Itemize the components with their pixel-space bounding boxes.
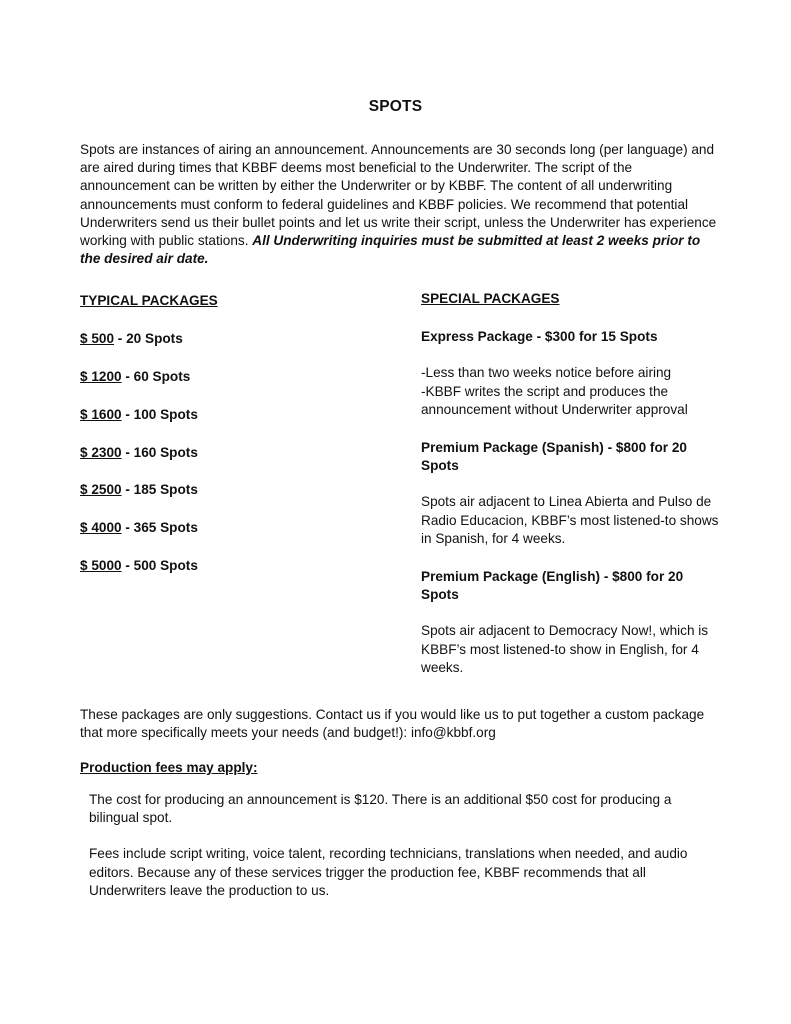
description-line: Spots air adjacent to Democracy Now!, which is KBBF’s most listened-to show in English, for 4 weeks. <box>421 623 709 675</box>
special-package-name: Premium Package (English) - $800 for 20 Spots <box>421 569 684 603</box>
special-package-name: Express Package - $300 for 15 Spots <box>421 329 658 345</box>
special-package-premium-english <box>421 568 721 677</box>
typical-packages-list <box>80 330 380 595</box>
production-fees-heading: Production fees may apply: <box>80 760 258 775</box>
special-package-name: Premium Package (Spanish) - $800 for 20 Spots <box>421 440 687 474</box>
description-line: -Less than two weeks notice before airing <box>421 365 672 381</box>
fees-paragraph: The cost for producing an announcement is $120. There is an additional $50 cost for producing a bilingual spot. <box>89 792 672 826</box>
suggestion-paragraph <box>80 706 720 742</box>
special-package-description <box>421 493 721 548</box>
special-package-description <box>421 622 721 677</box>
typical-packages-heading: TYPICAL PACKAGES <box>80 293 218 308</box>
description-line: Spots air adjacent to Linea Abierta and Pulso de Radio Educacion, KBBF’s most listened-to shows in Spanish, for 4 weeks. <box>421 494 719 546</box>
suggestion-text: These packages are only suggestions. Contact us if you would like us to put together a custom package that more specifically meets your needs (and budget!): <box>80 707 705 741</box>
package-spots: - 20 Spots <box>114 331 183 347</box>
description-line: -KBBF writes the script and produces the announcement without Underwriter approval <box>421 383 688 417</box>
typical-packages-column <box>80 292 380 595</box>
typical-package-item <box>80 406 380 444</box>
package-price: $ 2500 <box>80 482 122 498</box>
package-spots: - 185 Spots <box>121 482 198 498</box>
package-price: $ 5000 <box>80 557 122 573</box>
typical-package-item <box>80 368 380 406</box>
contact-email-link[interactable]: info@kbbf.org <box>410 725 496 741</box>
intro-emphasis: All Underwriting inquiries must be submitted at least 2 weeks prior to the desired air date. <box>80 233 701 267</box>
package-spots: - 500 Spots <box>121 557 198 573</box>
package-spots: - 100 Spots <box>121 406 198 422</box>
package-price: $ 1600 <box>80 406 122 422</box>
package-price: $ 500 <box>80 331 115 347</box>
typical-package-item <box>80 481 380 519</box>
typical-package-item <box>80 330 380 368</box>
typical-package-item <box>80 444 380 482</box>
special-package-description <box>421 364 721 419</box>
production-fees-section <box>89 791 714 918</box>
special-package-express <box>421 328 721 419</box>
package-price: $ 4000 <box>80 520 122 536</box>
intro-paragraph <box>80 141 720 268</box>
package-spots: - 160 Spots <box>121 444 198 460</box>
special-packages-heading: SPECIAL PACKAGES <box>421 291 560 306</box>
package-price: $ 1200 <box>80 369 122 384</box>
typical-package-item <box>80 557 380 595</box>
intro-text: Spots are instances of airing an announcement. Announcements are 30 seconds long (per language) and are aired during times that KBBF deems most beneficial to the Underwriter. The script of the announcement can be written by either the Underwriter or by KBBF. The content of all underwriting announcements must conform to federal guidelines and KBBF policies. We recommend that potential Underwriters send us their bullet points and let us write their script, unless the Underwriter has experience working with public stations. <box>80 142 717 249</box>
fees-paragraph: Fees include script writing, voice talent, recording technicians, translations when needed, and audio editors. Because any of these services trigger the production fee, KBBF recommends that all Underwriters leave the production to us. <box>89 846 688 898</box>
special-packages-column <box>421 290 721 677</box>
package-spots: - 365 Spots <box>121 520 198 536</box>
package-price: $ 2300 <box>80 444 122 460</box>
package-spots: - 60 Spots <box>121 369 191 384</box>
special-package-premium-spanish <box>421 439 721 548</box>
page-title: SPOTS <box>368 98 423 115</box>
typical-package-item <box>80 519 380 557</box>
